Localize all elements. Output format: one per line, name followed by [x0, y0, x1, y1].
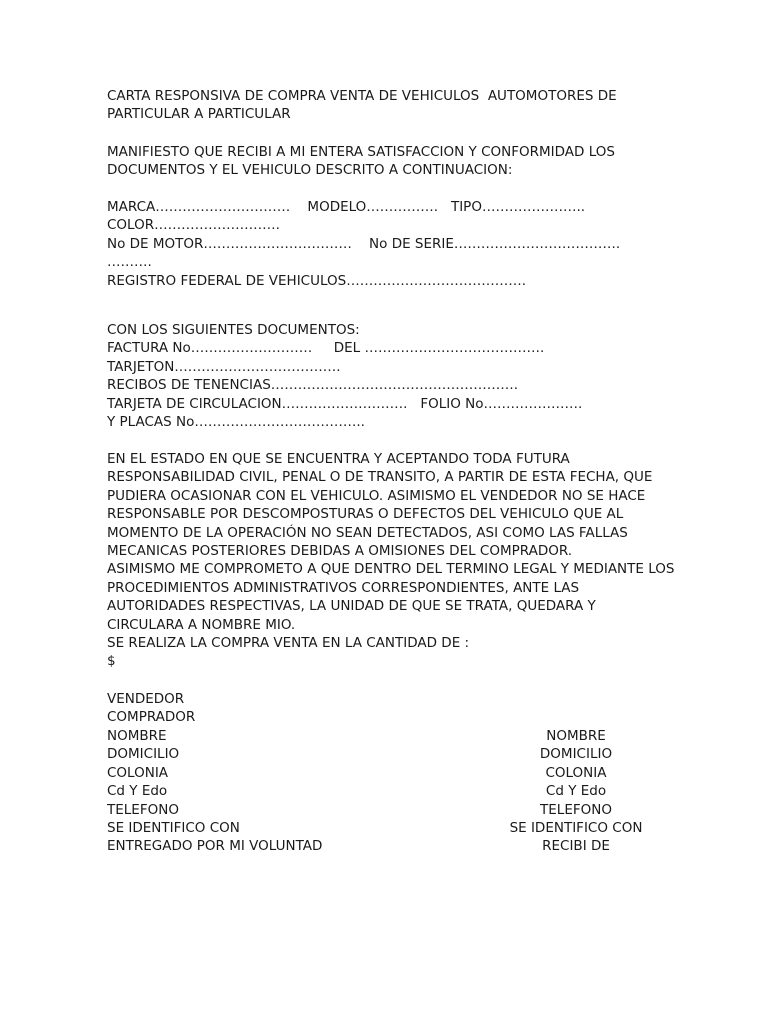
intro-line: MANIFIESTO QUE RECIBI A MI ENTERA SATISFACCION Y CONFORMIDAD LOS: [107, 144, 615, 160]
vehicle-field-line: ……….: [107, 254, 152, 271]
declaration-line: ASIMISMO ME COMPROMETO A QUE DENTRO DEL TERMINO LEGAL Y MEDIANTE LOS: [107, 561, 675, 578]
parties-heading: [107, 690, 707, 727]
buyer-address-label: DOMICILIO: [539, 746, 613, 763]
buyer-phone-label: TELEFONO: [540, 801, 612, 818]
documents-line: TARJETA DE CIRCULACION………………………. FOLIO No………………….: [107, 395, 583, 412]
title-line: PARTICULAR A PARTICULAR: [107, 106, 291, 123]
declaration-line: MOMENTO DE LA OPERACIÓN NO SEAN DETECTADOS, ASI COMO LAS FALLAS: [107, 524, 628, 541]
declaration-line: PUDIERA OCASIONAR CON EL VEHICULO. ASIMISMO EL VENDEDOR NO SE HACE: [107, 487, 646, 504]
seller-id-label: SE IDENTIFICO CON: [107, 819, 240, 836]
documents-line: FACTURA No……………………… DEL ………………………………….: [107, 340, 545, 357]
declaration-paragraph: [107, 450, 707, 671]
vehicle-field-line: MARCA………………………… MODELO……………. TIPO…………………..: [107, 199, 586, 215]
seller-delivery-label: ENTREGADO POR MI VOLUNTAD: [107, 838, 323, 855]
declaration-line: SE REALIZA LA COMPRA VENTA EN LA CANTIDAD DE :: [107, 634, 470, 651]
buyer-colonia-label: COLONIA: [545, 764, 607, 781]
amount-line: $: [107, 653, 116, 670]
declaration-line: PROCEDIMIENTOS ADMINISTRATIVOS CORRESPONDIENTES, ANTE LAS: [107, 579, 580, 596]
buyer-signature-block: [470, 727, 682, 856]
seller-name-label: NOMBRE: [107, 728, 167, 744]
buyer-id-label: SE IDENTIFICO CON: [509, 819, 643, 836]
buyer-city-label: Cd Y Edo: [545, 783, 607, 800]
documents-line: TARJETON……………………………….: [107, 358, 341, 375]
documents-list: [107, 321, 707, 431]
documents-line: Y PLACAS No………………………………..: [107, 413, 365, 430]
declaration-line: MECANICAS POSTERIORES DEBIDAS A OMISIONES DEL COMPRADOR.: [107, 542, 573, 559]
vehicle-field-line: REGISTRO FEDERAL DE VEHICULOS………………………………….: [107, 272, 527, 289]
declaration-line: AUTORIDADES RESPECTIVAS, LA UNIDAD DE QUE SE TRATA, QUEDARA Y: [107, 598, 596, 615]
seller-address-label: DOMICILIO: [107, 746, 180, 763]
vehicle-field-line: COLOR……………………….: [107, 217, 280, 234]
declaration-line: EN EL ESTADO EN QUE SE ENCUENTRA Y ACEPTANDO TODA FUTURA: [107, 451, 570, 467]
intro-line: DOCUMENTOS Y EL VEHICULO DESCRITO A CONTINUACION:: [107, 162, 513, 179]
intro-paragraph: [107, 143, 707, 180]
documents-line: CON LOS SIGUIENTES DOCUMENTOS:: [107, 322, 360, 338]
seller-label: VENDEDOR: [107, 691, 185, 707]
declaration-line: CIRCULARA A NOMBRE MIO.: [107, 616, 296, 633]
seller-city-label: Cd Y Edo: [107, 783, 168, 800]
declaration-line: RESPONSABLE POR DESCOMPOSTURAS O DEFECTOS DEL VEHICULO QUE AL: [107, 506, 624, 523]
seller-colonia-label: COLONIA: [107, 764, 169, 781]
documents-line: RECIBOS DE TENENCIAS……………………………………………….: [107, 377, 519, 394]
declaration-line: RESPONSABILIDAD CIVIL, PENAL O DE TRANSITO, A PARTIR DE ESTA FECHA, QUE: [107, 469, 653, 486]
buyer-label: COMPRADOR: [107, 709, 196, 726]
buyer-receipt-label: RECIBI DE: [542, 838, 610, 855]
seller-signature-block: [107, 727, 322, 856]
seller-phone-label: TELEFONO: [107, 801, 179, 818]
document-title: [107, 87, 707, 124]
vehicle-field-line: No DE MOTOR…………………………… No DE SERIE……………………………….: [107, 235, 621, 252]
vehicle-fields: [107, 198, 707, 290]
buyer-name-label: NOMBRE: [546, 728, 606, 744]
title-line: CARTA RESPONSIVA DE COMPRA VENTA DE VEHICULOS AUTOMOTORES DE: [107, 88, 617, 104]
